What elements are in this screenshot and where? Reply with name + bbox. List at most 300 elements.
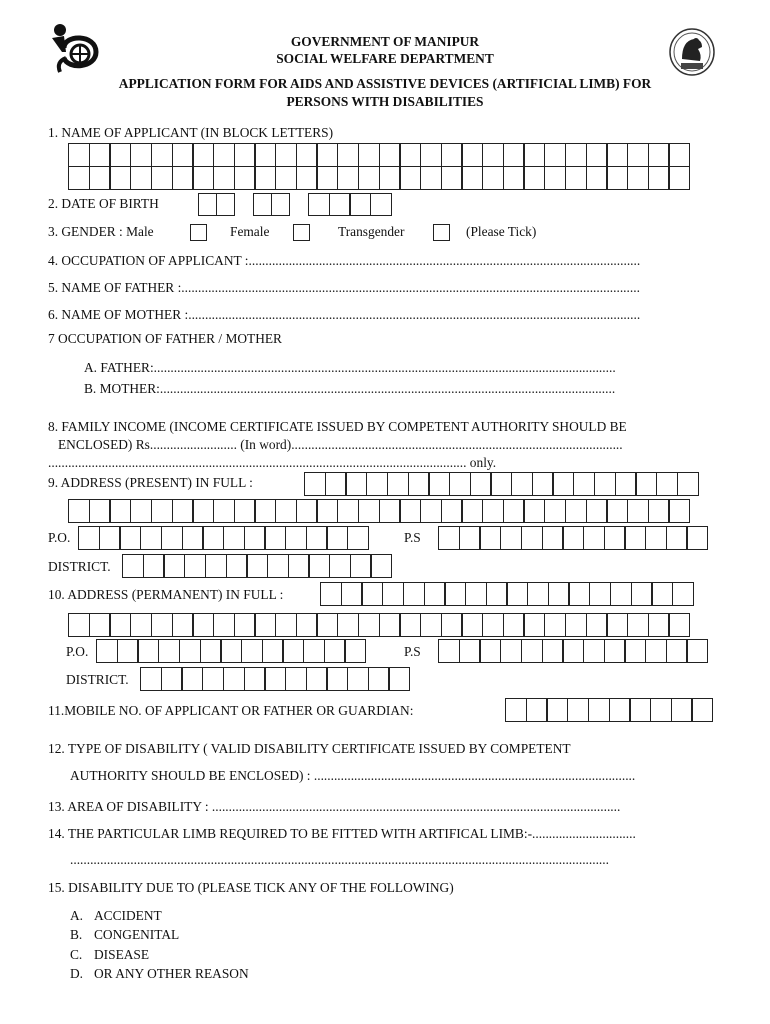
char-box[interactable] — [542, 526, 564, 550]
char-box[interactable] — [198, 193, 217, 216]
char-box[interactable] — [161, 526, 183, 550]
q7b-mother-occupation[interactable]: B. MOTHER:........................................................................................................................................ — [84, 381, 616, 396]
char-box[interactable] — [192, 143, 214, 167]
char-box[interactable] — [68, 166, 90, 190]
char-box[interactable] — [594, 472, 616, 496]
char-box[interactable] — [254, 499, 276, 523]
char-box[interactable] — [264, 667, 286, 691]
char-box[interactable] — [345, 472, 367, 496]
char-box[interactable] — [511, 472, 533, 496]
char-box[interactable] — [610, 582, 632, 606]
char-box[interactable] — [562, 639, 584, 663]
dob-day-boxes[interactable] — [198, 193, 233, 216]
char-box[interactable] — [627, 613, 649, 637]
char-box[interactable] — [151, 143, 173, 167]
char-box[interactable] — [546, 698, 568, 722]
char-box[interactable] — [329, 193, 351, 216]
q12-label-line-1: 12. TYPE OF DISABILITY ( VALID DISABILITY CERTIFICATE ISSUED BY COMPETENT — [48, 741, 571, 756]
char-box[interactable] — [358, 499, 380, 523]
char-box[interactable] — [624, 526, 646, 550]
char-box[interactable] — [122, 554, 144, 578]
char-box[interactable] — [216, 193, 235, 216]
char-box[interactable] — [449, 472, 471, 496]
po-label-permanent: P.O. — [66, 644, 89, 659]
char-box[interactable] — [282, 639, 304, 663]
mobile-number-boxes[interactable] — [505, 698, 712, 722]
char-box[interactable] — [420, 613, 442, 637]
char-box[interactable] — [337, 499, 359, 523]
char-box[interactable] — [267, 554, 289, 578]
char-box[interactable] — [244, 667, 266, 691]
char-box[interactable] — [288, 554, 310, 578]
char-box[interactable] — [379, 499, 401, 523]
form-title-line-1: APPLICATION FORM FOR AIDS AND ASSISTIVE DEVICES (ARTIFICIAL LIMB) FOR — [118, 76, 652, 91]
q5-father-name[interactable]: 5. NAME OF FATHER :......................................................................................................................................... — [48, 280, 640, 295]
q10-label: 10. ADDRESS (PERMANENT) IN FULL : — [48, 587, 284, 602]
char-box[interactable] — [316, 166, 338, 190]
char-box[interactable] — [275, 143, 297, 167]
char-box[interactable] — [586, 499, 608, 523]
char-box[interactable] — [285, 667, 307, 691]
char-box[interactable] — [344, 639, 366, 663]
char-box[interactable] — [668, 166, 690, 190]
char-box[interactable] — [306, 526, 328, 550]
char-box[interactable] — [223, 526, 245, 550]
char-box[interactable] — [347, 526, 369, 550]
present-address-boxes-row-1[interactable] — [304, 472, 697, 496]
char-box[interactable] — [275, 613, 297, 637]
char-box[interactable] — [428, 472, 450, 496]
char-box[interactable] — [68, 499, 90, 523]
char-box[interactable] — [316, 613, 338, 637]
char-box[interactable] — [461, 166, 483, 190]
char-box[interactable] — [606, 166, 628, 190]
char-box[interactable] — [465, 582, 487, 606]
char-box[interactable] — [627, 499, 649, 523]
char-box[interactable] — [656, 472, 678, 496]
char-box[interactable] — [89, 613, 111, 637]
q4-occupation[interactable]: 4. OCCUPATION OF APPLICANT :..................................................................................................................... — [48, 253, 641, 268]
char-box[interactable] — [358, 143, 380, 167]
q12-disability-type-line[interactable]: AUTHORITY SHOULD BE ENCLOSED) : ................................................................................................ — [70, 768, 636, 783]
char-box[interactable] — [588, 698, 610, 722]
char-box[interactable] — [205, 554, 227, 578]
char-box[interactable] — [163, 554, 185, 578]
please-tick-note: (Please Tick) — [466, 224, 537, 239]
char-box[interactable] — [226, 554, 248, 578]
char-box[interactable] — [399, 143, 421, 167]
char-box[interactable] — [213, 613, 235, 637]
char-box[interactable] — [254, 613, 276, 637]
char-box[interactable] — [648, 143, 670, 167]
char-box[interactable] — [202, 667, 224, 691]
char-box[interactable] — [337, 613, 359, 637]
char-box[interactable] — [589, 582, 611, 606]
char-box[interactable] — [482, 166, 504, 190]
char-box[interactable] — [526, 698, 548, 722]
char-box[interactable] — [337, 143, 359, 167]
char-box[interactable] — [358, 613, 380, 637]
char-box[interactable] — [482, 613, 504, 637]
char-box[interactable] — [624, 639, 646, 663]
char-box[interactable] — [89, 499, 111, 523]
char-box[interactable] — [368, 667, 390, 691]
permanent-ps-boxes[interactable] — [438, 639, 707, 663]
char-box[interactable] — [532, 472, 554, 496]
char-box[interactable] — [78, 526, 100, 550]
char-box[interactable] — [565, 613, 587, 637]
char-box[interactable] — [666, 639, 688, 663]
char-box[interactable] — [379, 166, 401, 190]
char-box[interactable] — [370, 554, 392, 578]
char-box[interactable] — [586, 143, 608, 167]
char-box[interactable] — [130, 143, 152, 167]
char-box[interactable] — [220, 639, 242, 663]
char-box[interactable] — [627, 143, 649, 167]
char-box[interactable] — [403, 582, 425, 606]
char-box[interactable] — [109, 613, 131, 637]
char-box[interactable] — [234, 143, 256, 167]
char-box[interactable] — [96, 639, 118, 663]
ps-label: P.S — [404, 530, 421, 545]
transgender-checkbox[interactable] — [433, 224, 450, 241]
q15-option-a[interactable]: A. ACCIDENT — [70, 908, 162, 923]
char-box[interactable] — [275, 166, 297, 190]
district-label: DISTRICT. — [48, 559, 111, 574]
q2-label: 2. DATE OF BIRTH — [48, 196, 159, 211]
char-box[interactable] — [296, 166, 318, 190]
char-box[interactable] — [548, 582, 570, 606]
name-boxes-row-2[interactable] — [68, 166, 689, 190]
char-box[interactable] — [444, 582, 466, 606]
char-box[interactable] — [320, 582, 342, 606]
char-box[interactable] — [370, 193, 392, 216]
char-box[interactable] — [567, 698, 589, 722]
char-box[interactable] — [523, 613, 545, 637]
char-box[interactable] — [181, 667, 203, 691]
char-box[interactable] — [459, 526, 481, 550]
char-box[interactable] — [505, 698, 527, 722]
char-box[interactable] — [234, 499, 256, 523]
char-box[interactable] — [609, 698, 631, 722]
char-box[interactable] — [648, 613, 670, 637]
char-box[interactable] — [500, 526, 522, 550]
char-box[interactable] — [304, 472, 326, 496]
char-box[interactable] — [648, 499, 670, 523]
present-address-boxes-row-2[interactable] — [68, 499, 689, 523]
char-box[interactable] — [296, 613, 318, 637]
char-box[interactable] — [325, 472, 347, 496]
char-box[interactable] — [438, 526, 460, 550]
char-box[interactable] — [172, 166, 194, 190]
char-box[interactable] — [606, 613, 628, 637]
char-box[interactable] — [262, 639, 284, 663]
present-po-boxes[interactable] — [78, 526, 368, 550]
q7a-father-occupation[interactable]: A. FATHER:.......................................................................................................................................... — [84, 360, 616, 375]
char-box[interactable] — [544, 499, 566, 523]
char-box[interactable] — [358, 166, 380, 190]
char-box[interactable] — [329, 554, 351, 578]
char-box[interactable] — [668, 143, 690, 167]
char-box[interactable] — [586, 613, 608, 637]
char-box[interactable] — [213, 166, 235, 190]
char-box[interactable] — [172, 143, 194, 167]
char-box[interactable] — [645, 639, 667, 663]
char-box[interactable] — [672, 582, 694, 606]
char-box[interactable] — [244, 526, 266, 550]
char-box[interactable] — [565, 166, 587, 190]
q8-income-line[interactable]: ENCLOSED) Rs.......................... (In word)................................................................................................... — [58, 437, 623, 452]
char-box[interactable] — [117, 639, 139, 663]
char-box[interactable] — [399, 613, 421, 637]
char-box[interactable] — [324, 639, 346, 663]
char-box[interactable] — [565, 499, 587, 523]
char-box[interactable] — [192, 613, 214, 637]
char-box[interactable] — [223, 667, 245, 691]
char-box[interactable] — [441, 499, 463, 523]
char-box[interactable] — [68, 143, 90, 167]
char-box[interactable] — [161, 667, 183, 691]
q8-income-words-line[interactable]: ............................................................................................................................. only. — [48, 455, 497, 470]
char-box[interactable] — [379, 613, 401, 637]
char-box[interactable] — [182, 526, 204, 550]
char-box[interactable] — [568, 582, 590, 606]
char-box[interactable] — [544, 613, 566, 637]
char-box[interactable] — [544, 143, 566, 167]
char-box[interactable] — [573, 472, 595, 496]
q15-option-d[interactable]: D. OR ANY OTHER REASON — [70, 966, 249, 981]
dob-year-boxes[interactable] — [308, 193, 391, 216]
char-box[interactable] — [296, 143, 318, 167]
char-box[interactable] — [151, 499, 173, 523]
char-box[interactable] — [99, 526, 121, 550]
char-box[interactable] — [686, 639, 708, 663]
char-box[interactable] — [192, 166, 214, 190]
char-box[interactable] — [158, 639, 180, 663]
char-box[interactable] — [479, 526, 501, 550]
permanent-po-boxes[interactable] — [96, 639, 365, 663]
char-box[interactable] — [241, 639, 263, 663]
char-box[interactable] — [399, 166, 421, 190]
char-box[interactable] — [686, 526, 708, 550]
char-box[interactable] — [461, 613, 483, 637]
char-box[interactable] — [691, 698, 713, 722]
char-box[interactable] — [337, 166, 359, 190]
char-box[interactable] — [615, 472, 637, 496]
char-box[interactable] — [130, 166, 152, 190]
char-box[interactable] — [645, 526, 667, 550]
char-box[interactable] — [184, 554, 206, 578]
permanent-address-boxes-row-1[interactable] — [320, 582, 693, 606]
char-box[interactable] — [606, 143, 628, 167]
char-box[interactable] — [438, 639, 460, 663]
char-box[interactable] — [523, 143, 545, 167]
char-box[interactable] — [503, 143, 525, 167]
char-box[interactable] — [668, 499, 690, 523]
char-box[interactable] — [109, 499, 131, 523]
char-box[interactable] — [388, 667, 410, 691]
q15-option-b[interactable]: B. CONGENITAL — [70, 927, 180, 942]
char-box[interactable] — [347, 667, 369, 691]
q6-mother-name[interactable]: 6. NAME OF MOTHER :....................................................................................................................................... — [48, 307, 641, 322]
q15-option-c[interactable]: C. DISEASE — [70, 947, 150, 962]
char-box[interactable] — [119, 526, 141, 550]
char-box[interactable] — [109, 143, 131, 167]
char-box[interactable] — [424, 582, 446, 606]
char-box[interactable] — [527, 582, 549, 606]
char-box[interactable] — [521, 526, 543, 550]
char-box[interactable] — [271, 193, 290, 216]
char-box[interactable] — [420, 143, 442, 167]
char-box[interactable] — [586, 166, 608, 190]
char-box[interactable] — [562, 526, 584, 550]
char-box[interactable] — [143, 554, 165, 578]
char-box[interactable] — [89, 166, 111, 190]
char-box[interactable] — [316, 499, 338, 523]
char-box[interactable] — [583, 639, 605, 663]
q14-continuation-line[interactable]: ................................................................................................................................................................. — [70, 852, 609, 867]
permanent-district-boxes[interactable] — [140, 667, 409, 691]
char-box[interactable] — [482, 499, 504, 523]
char-box[interactable] — [213, 499, 235, 523]
char-box[interactable] — [523, 499, 545, 523]
char-box[interactable] — [486, 582, 508, 606]
ps-label-permanent: P.S — [404, 644, 421, 659]
char-box[interactable] — [200, 639, 222, 663]
q13-area-of-disability[interactable]: 13. AREA OF DISABILITY : .......................................................................................................................... — [48, 799, 621, 814]
char-box[interactable] — [479, 639, 501, 663]
char-box[interactable] — [254, 143, 276, 167]
char-box[interactable] — [172, 613, 194, 637]
male-checkbox[interactable] — [190, 224, 207, 241]
char-box[interactable] — [552, 472, 574, 496]
char-box[interactable] — [151, 613, 173, 637]
char-box[interactable] — [648, 166, 670, 190]
char-box[interactable] — [604, 526, 626, 550]
char-box[interactable] — [296, 499, 318, 523]
char-box[interactable] — [140, 526, 162, 550]
char-box[interactable] — [68, 613, 90, 637]
char-box[interactable] — [461, 143, 483, 167]
char-box[interactable] — [604, 639, 626, 663]
char-box[interactable] — [130, 613, 152, 637]
present-district-boxes[interactable] — [122, 554, 391, 578]
char-box[interactable] — [441, 613, 463, 637]
char-box[interactable] — [140, 667, 162, 691]
present-ps-boxes[interactable] — [438, 526, 707, 550]
char-box[interactable] — [671, 698, 693, 722]
char-box[interactable] — [470, 472, 492, 496]
char-box[interactable] — [303, 639, 325, 663]
char-box[interactable] — [213, 143, 235, 167]
char-box[interactable] — [109, 166, 131, 190]
char-box[interactable] — [349, 193, 371, 216]
char-box[interactable] — [523, 166, 545, 190]
char-box[interactable] — [308, 193, 330, 216]
char-box[interactable] — [382, 582, 404, 606]
char-box[interactable] — [246, 554, 268, 578]
char-box[interactable] — [172, 499, 194, 523]
char-box[interactable] — [306, 667, 328, 691]
char-box[interactable] — [503, 499, 525, 523]
q8-label-line-1: 8. FAMILY INCOME (INCOME CERTIFICATE ISSUED BY COMPETENT AUTHORITY SHOULD BE — [48, 419, 627, 434]
char-box[interactable] — [326, 526, 348, 550]
char-box[interactable] — [482, 143, 504, 167]
char-box[interactable] — [651, 582, 673, 606]
char-box[interactable] — [234, 613, 256, 637]
char-box[interactable] — [503, 613, 525, 637]
char-box[interactable] — [137, 639, 159, 663]
char-box[interactable] — [490, 472, 512, 496]
char-box[interactable] — [650, 698, 672, 722]
char-box[interactable] — [420, 166, 442, 190]
char-box[interactable] — [629, 698, 651, 722]
char-box[interactable] — [461, 499, 483, 523]
char-box[interactable] — [666, 526, 688, 550]
char-box[interactable] — [627, 166, 649, 190]
char-box[interactable] — [264, 526, 286, 550]
female-checkbox[interactable] — [293, 224, 310, 241]
char-box[interactable] — [635, 472, 657, 496]
char-box[interactable] — [542, 639, 564, 663]
female-label: Female — [230, 224, 270, 239]
char-box[interactable] — [606, 499, 628, 523]
char-box[interactable] — [387, 472, 409, 496]
char-box[interactable] — [89, 143, 111, 167]
permanent-address-boxes-row-2[interactable] — [68, 613, 689, 637]
char-box[interactable] — [275, 499, 297, 523]
char-box[interactable] — [130, 499, 152, 523]
char-box[interactable] — [341, 582, 363, 606]
char-box[interactable] — [399, 499, 421, 523]
char-box[interactable] — [441, 143, 463, 167]
char-box[interactable] — [366, 472, 388, 496]
q14-limb-required[interactable]: 14. THE PARTICULAR LIMB REQUIRED TO BE FITTED WITH ARTIFICAL LIMB:-............................... — [48, 826, 636, 841]
char-box[interactable] — [254, 166, 276, 190]
char-box[interactable] — [565, 143, 587, 167]
char-box[interactable] — [668, 613, 690, 637]
q3-label: 3. GENDER : Male — [48, 224, 154, 239]
char-box[interactable] — [503, 166, 525, 190]
char-box[interactable] — [583, 526, 605, 550]
char-box[interactable] — [285, 526, 307, 550]
char-box[interactable] — [151, 166, 173, 190]
char-box[interactable] — [350, 554, 372, 578]
char-box[interactable] — [420, 499, 442, 523]
char-box[interactable] — [202, 526, 224, 550]
char-box[interactable] — [506, 582, 528, 606]
char-box[interactable] — [631, 582, 653, 606]
char-box[interactable] — [192, 499, 214, 523]
name-boxes-row-1[interactable] — [68, 143, 689, 167]
char-box[interactable] — [326, 667, 348, 691]
char-box[interactable] — [234, 166, 256, 190]
char-box[interactable] — [361, 582, 383, 606]
char-box[interactable] — [308, 554, 330, 578]
char-box[interactable] — [179, 639, 201, 663]
char-box[interactable] — [677, 472, 699, 496]
char-box[interactable] — [379, 143, 401, 167]
char-box[interactable] — [500, 639, 522, 663]
char-box[interactable] — [459, 639, 481, 663]
char-box[interactable] — [316, 143, 338, 167]
char-box[interactable] — [253, 193, 272, 216]
dob-month-boxes[interactable] — [253, 193, 288, 216]
char-box[interactable] — [408, 472, 430, 496]
char-box[interactable] — [441, 166, 463, 190]
char-box[interactable] — [544, 166, 566, 190]
char-box[interactable] — [521, 639, 543, 663]
